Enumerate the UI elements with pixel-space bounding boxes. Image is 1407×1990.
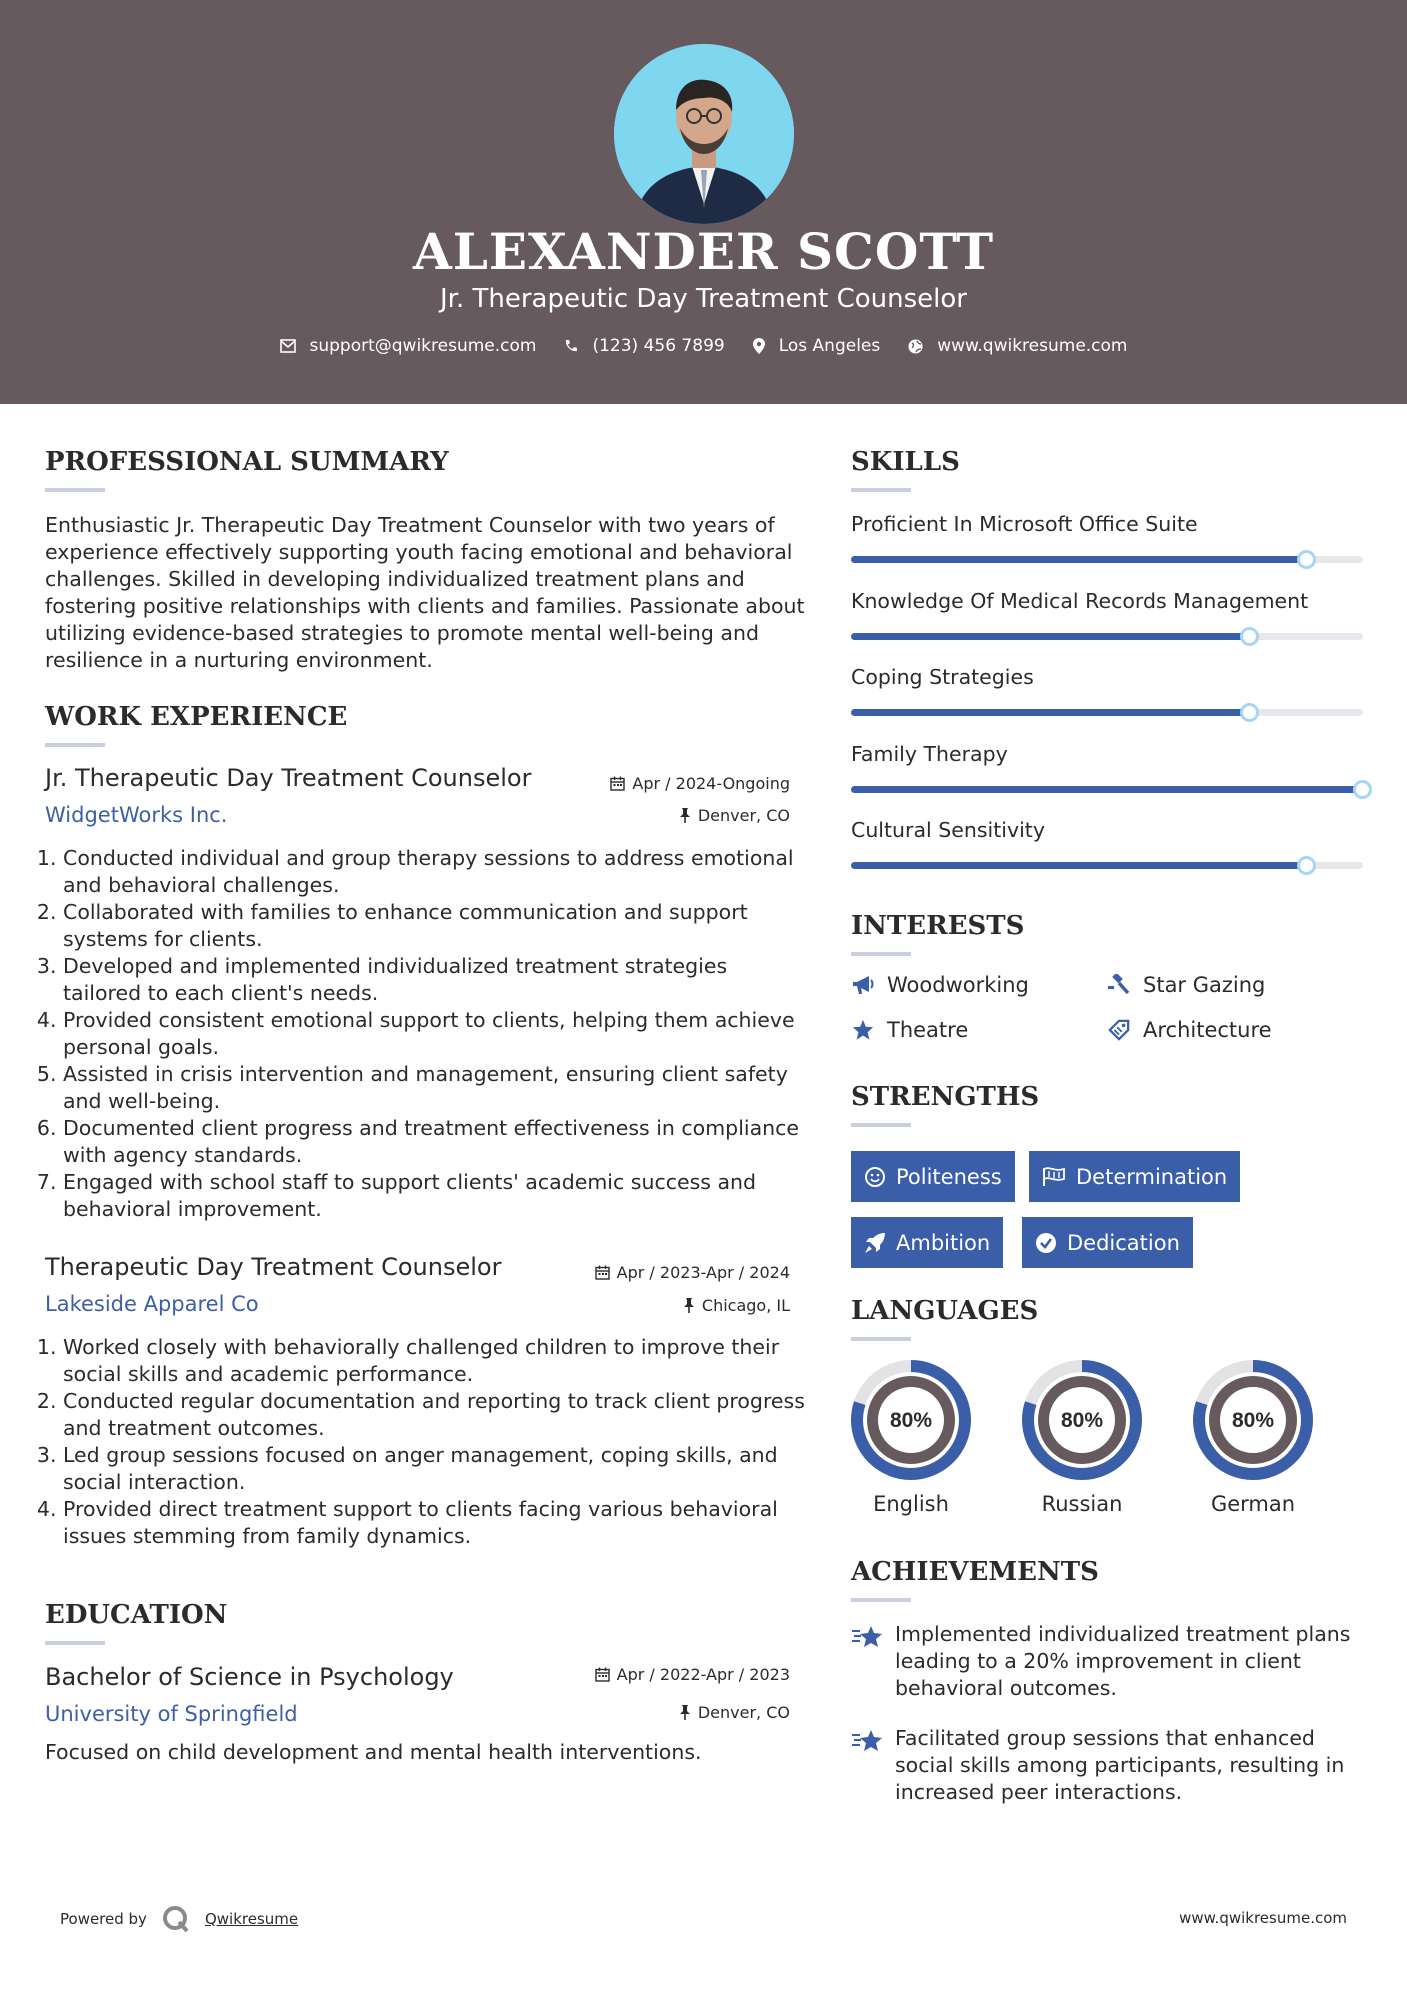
list-item: 4. Provided direct treatment support to clients facing various behavioral issues stemming from family dynamics. bbox=[63, 1496, 805, 1550]
language-item bbox=[1020, 1358, 1144, 1516]
contact-website[interactable] bbox=[908, 336, 1127, 356]
job-1-company: WidgetWorks Inc. bbox=[45, 803, 228, 827]
education-heading: EDUCATION bbox=[45, 1600, 228, 1630]
strength-ambition bbox=[851, 1217, 1003, 1268]
skill-label: Proficient In Microsoft Office Suite bbox=[851, 512, 1198, 536]
skill-bar-fill bbox=[851, 862, 1307, 869]
job-2-bullets bbox=[45, 1334, 805, 1550]
interest-star-gazing bbox=[1107, 973, 1265, 997]
achievements-divider bbox=[851, 1598, 911, 1602]
skill-bar-track bbox=[851, 786, 1363, 793]
skill-label: Knowledge Of Medical Records Management bbox=[851, 588, 1309, 613]
website-text: www.qwikresume.com bbox=[937, 336, 1128, 356]
skill-bar-knob bbox=[1297, 856, 1316, 875]
list-item: 1. Conducted individual and group therapy sessions to address emotional and behavioral challenges. bbox=[63, 845, 805, 899]
strength-label: Ambition bbox=[896, 1230, 991, 1255]
experience-divider bbox=[45, 743, 105, 747]
pushpin-icon bbox=[679, 808, 691, 823]
summary-divider bbox=[45, 488, 105, 492]
interest-label: Star Gazing bbox=[1143, 973, 1266, 997]
header-banner bbox=[0, 0, 1407, 404]
calendar-icon bbox=[610, 776, 625, 791]
job-1-dates-text: Apr / 2024-Ongoing bbox=[632, 774, 790, 793]
language-item bbox=[1191, 1358, 1315, 1516]
education-degree: Bachelor of Science in Psychology bbox=[45, 1663, 454, 1691]
brand-link[interactable]: Qwikresume bbox=[204, 1910, 299, 1928]
skill-bar-fill bbox=[851, 556, 1307, 563]
achievement-item bbox=[851, 1725, 1361, 1806]
list-item: 2. Collaborated with families to enhance communication and support systems for clients. bbox=[63, 899, 805, 953]
megaphone-icon bbox=[851, 974, 875, 996]
interest-label: Woodworking bbox=[887, 973, 1029, 997]
job-2-location-text: Chicago, IL bbox=[701, 1296, 790, 1315]
interest-woodworking bbox=[851, 973, 1029, 997]
language-ring bbox=[1020, 1358, 1144, 1482]
education-location bbox=[679, 1703, 790, 1722]
footer-powered-by bbox=[60, 1904, 298, 1934]
skills-heading: SKILLS bbox=[851, 447, 960, 477]
list-item: 3. Developed and implemented individualized treatment strategies tailored to each client's needs. bbox=[63, 953, 805, 1007]
gavel-icon bbox=[1107, 974, 1131, 996]
language-percent: 80% bbox=[889, 1409, 933, 1432]
language-label: Russian bbox=[1041, 1492, 1123, 1516]
strength-dedication bbox=[1022, 1217, 1193, 1268]
language-percent: 80% bbox=[1060, 1409, 1104, 1432]
skill-bar-fill bbox=[851, 709, 1250, 716]
achievements-heading: ACHIEVEMENTS bbox=[851, 1557, 1099, 1587]
language-item bbox=[849, 1358, 973, 1516]
summary-text: Enthusiastic Jr. Therapeutic Day Treatment Counselor with two years of experience effectively supporting youth facing emotional and behavioral challenges. Skilled in developing individualized treatment plans and fostering positive relationships with clients and families. Passionate about utilizing evidence-based strategies to promote mental well-being and resilience in a nurturing environment. bbox=[45, 513, 805, 672]
education-divider bbox=[45, 1641, 105, 1645]
list-item: 4. Provided consistent emotional support to clients, helping them achieve personal goals. bbox=[63, 1007, 805, 1061]
strength-label: Dedication bbox=[1067, 1230, 1180, 1255]
footer-site-link[interactable]: www.qwikresume.com bbox=[1179, 1909, 1347, 1927]
skill-label: Coping Strategies bbox=[851, 665, 1034, 689]
job-1-location-text: Denver, CO bbox=[697, 806, 790, 825]
phone-text: (123) 456 7899 bbox=[592, 336, 725, 356]
job-1-bullets bbox=[45, 845, 805, 1223]
shooting-star-icon bbox=[851, 1623, 885, 1651]
language-label: English bbox=[873, 1492, 949, 1516]
strength-label: Determination bbox=[1076, 1164, 1228, 1189]
tag-icon bbox=[1107, 1019, 1131, 1041]
contact-phone[interactable] bbox=[564, 336, 724, 356]
skill-bar-knob bbox=[1353, 780, 1372, 799]
pushpin-icon bbox=[683, 1298, 695, 1313]
calendar-icon bbox=[595, 1667, 610, 1682]
interests-divider bbox=[851, 952, 911, 956]
powered-by-text: Powered by bbox=[60, 1910, 147, 1928]
interest-label: Theatre bbox=[887, 1018, 969, 1042]
skill-bar-track bbox=[851, 709, 1363, 716]
job-2-company: Lakeside Apparel Co bbox=[45, 1292, 259, 1316]
job-1-title: Jr. Therapeutic Day Treatment Counselor bbox=[45, 764, 532, 792]
education-location-text: Denver, CO bbox=[697, 1703, 790, 1722]
candidate-title: Jr. Therapeutic Day Treatment Counselor bbox=[440, 284, 967, 314]
skill-bar-track bbox=[851, 862, 1363, 869]
interests-heading: INTERESTS bbox=[851, 911, 1025, 941]
envelope-icon bbox=[280, 339, 296, 353]
shooting-star-icon bbox=[851, 1727, 885, 1755]
strength-label: Politeness bbox=[896, 1164, 1002, 1189]
candidate-name: ALEXANDER SCOTT bbox=[412, 222, 995, 281]
phone-icon bbox=[564, 339, 578, 353]
qwikresume-logo-icon bbox=[161, 1904, 191, 1934]
list-item: 5. Assisted in crisis intervention and management, ensuring client safety and well-being. bbox=[63, 1061, 805, 1115]
job-2-dates-text: Apr / 2023-Apr / 2024 bbox=[616, 1263, 790, 1282]
achievement-text: Implemented individualized treatment plans leading to a 20% improvement in client behavioral outcomes. bbox=[895, 1622, 1351, 1700]
list-item: 6. Documented client progress and treatment effectiveness in compliance with agency standards. bbox=[63, 1115, 805, 1169]
skills-divider bbox=[851, 488, 911, 492]
skill-bar-knob bbox=[1297, 550, 1316, 569]
contact-location bbox=[753, 336, 881, 356]
contact-email[interactable] bbox=[280, 336, 537, 356]
education-school: University of Springfield bbox=[45, 1702, 298, 1726]
rocket-icon bbox=[864, 1232, 886, 1254]
job-1-location bbox=[679, 806, 790, 825]
pushpin-icon bbox=[679, 1705, 691, 1720]
interest-label: Architecture bbox=[1143, 1018, 1272, 1042]
skill-label: Cultural Sensitivity bbox=[851, 818, 1045, 842]
education-dates-text: Apr / 2022-Apr / 2023 bbox=[616, 1665, 790, 1684]
experience-heading: WORK EXPERIENCE bbox=[45, 702, 348, 732]
map-pin-icon bbox=[753, 338, 765, 354]
interest-theatre bbox=[851, 1018, 968, 1042]
list-item: 3. Led group sessions focused on anger management, coping skills, and social interaction. bbox=[63, 1442, 805, 1496]
skill-label: Family Therapy bbox=[851, 741, 1008, 766]
smile-icon bbox=[864, 1166, 886, 1188]
languages-heading: LANGUAGES bbox=[851, 1296, 1039, 1326]
calendar-icon bbox=[595, 1265, 610, 1280]
job-1-dates bbox=[610, 774, 790, 793]
profile-photo bbox=[614, 44, 794, 224]
check-circle-icon bbox=[1035, 1232, 1057, 1254]
skill-bar-track bbox=[851, 633, 1363, 640]
flag-icon bbox=[1042, 1167, 1066, 1187]
strength-determination bbox=[1029, 1151, 1240, 1202]
language-label: German bbox=[1210, 1492, 1296, 1516]
skill-bar-track bbox=[851, 556, 1363, 563]
achievement-item bbox=[851, 1621, 1361, 1702]
language-ring bbox=[1191, 1358, 1315, 1482]
job-2-title: Therapeutic Day Treatment Counselor bbox=[45, 1253, 502, 1281]
skill-bar-fill bbox=[851, 633, 1250, 640]
summary-heading: PROFESSIONAL SUMMARY bbox=[45, 447, 449, 477]
language-percent: 80% bbox=[1231, 1409, 1275, 1432]
contact-bar bbox=[0, 336, 1407, 356]
star-icon bbox=[851, 1019, 875, 1041]
strengths-divider bbox=[851, 1123, 911, 1127]
education-dates bbox=[595, 1665, 790, 1684]
job-2-location bbox=[683, 1296, 790, 1315]
education-note: Focused on child development and mental health interventions. bbox=[45, 1740, 702, 1764]
list-item: 2. Conducted regular documentation and reporting to track client progress and treatment outcomes. bbox=[63, 1388, 805, 1442]
email-text: support@qwikresume.com bbox=[309, 336, 537, 356]
list-item: 7. Engaged with school staff to support clients' academic success and behavioral improvement. bbox=[63, 1169, 805, 1223]
list-item: 1. Worked closely with behaviorally challenged children to improve their social skills and academic performance. bbox=[63, 1334, 805, 1388]
skill-bar-fill bbox=[851, 786, 1363, 793]
language-ring bbox=[849, 1358, 973, 1482]
strengths-heading: STRENGTHS bbox=[851, 1082, 1040, 1112]
job-2-dates bbox=[595, 1263, 790, 1282]
achievement-text: Facilitated group sessions that enhanced social skills among participants, resulting in increased peer interactions. bbox=[895, 1726, 1345, 1804]
interest-architecture bbox=[1107, 1018, 1272, 1042]
strength-politeness bbox=[851, 1151, 1015, 1202]
languages-divider bbox=[851, 1337, 911, 1341]
skill-bar-knob bbox=[1240, 703, 1259, 722]
location-text: Los Angeles bbox=[778, 336, 881, 356]
skill-bar-knob bbox=[1240, 627, 1259, 646]
globe-icon bbox=[908, 339, 923, 354]
person-portrait-icon bbox=[614, 44, 794, 224]
